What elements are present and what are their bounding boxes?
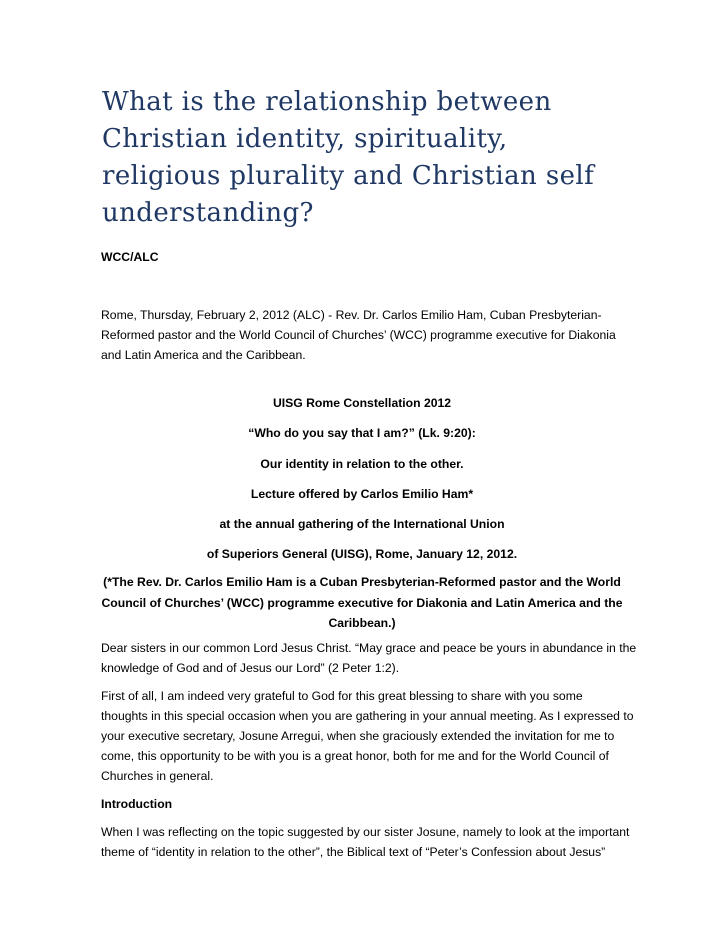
- title-line: understanding?: [102, 198, 314, 228]
- footnote-line: Caribbean.): [328, 616, 396, 630]
- centered-line: “Who do you say that I am?” (Lk. 9:20):: [248, 426, 476, 440]
- centered-line: Lecture offered by Carlos Emilio Ham*: [250, 487, 474, 501]
- title-line: Christian identity, spirituality,: [102, 124, 508, 154]
- text-line: Rome, Thursday, February 2, 2012 (ALC) - Rev. Dr. Carlos Emilio Ham, Cuban Presbyterian-: [101, 308, 602, 322]
- text-line: theme of “identity in relation to the other”, the Biblical text of “Peter’s Confession about Jesus”: [101, 845, 606, 859]
- title-line: religious plurality and Christian self: [102, 161, 595, 191]
- centered-line: at the annual gathering of the International Union: [219, 517, 505, 531]
- text-line: knowledge of God and of Jesus our Lord” (2 Peter 1:2).: [101, 661, 400, 675]
- centered-line: Our identity in relation to the other.: [260, 457, 464, 471]
- section-heading: Introduction: [101, 797, 173, 811]
- text-line: Churches in general.: [101, 769, 214, 783]
- text-line: First of all, I am indeed very grateful to God for this great blessing to share with you some: [101, 689, 583, 703]
- text-line: come, this opportunity to be with you is a great honor, both for me and for the World Council of: [101, 749, 609, 763]
- title-line: What is the relationship between: [102, 87, 552, 117]
- text-line: Dear sisters in our common Lord Jesus Christ. “May grace and peace be yours in abundance in the: [101, 641, 637, 655]
- article-title: [102, 84, 662, 232]
- text-line: your executive secretary, Josune Arregui, when she graciously extended the invitation for me to: [101, 729, 615, 743]
- byline: WCC/ALC: [101, 250, 159, 264]
- centered-line: UISG Rome Constellation 2012: [272, 396, 452, 410]
- text-line: When I was reflecting on the topic suggested by our sister Josune, namely to look at the important: [101, 825, 630, 839]
- footnote-line: (*The Rev. Dr. Carlos Emilio Ham is a Cuban Presbyterian-Reformed pastor and the World: [103, 575, 621, 589]
- footnote-line: Council of Churches’ (WCC) programme executive for Diakonia and Latin America and the: [101, 595, 623, 610]
- centered-line: of Superiors General (UISG), Rome, January 12, 2012.: [206, 547, 518, 561]
- author-footnote: [101, 572, 623, 634]
- text-line: thoughts in this special occasion when you are gathering in your annual meeting. As I expressed to: [101, 709, 634, 723]
- text-line: and Latin America and the Caribbean.: [101, 348, 306, 362]
- text-line: Reformed pastor and the World Council of Churches’ (WCC) programme executive for Diakonia: [101, 328, 616, 342]
